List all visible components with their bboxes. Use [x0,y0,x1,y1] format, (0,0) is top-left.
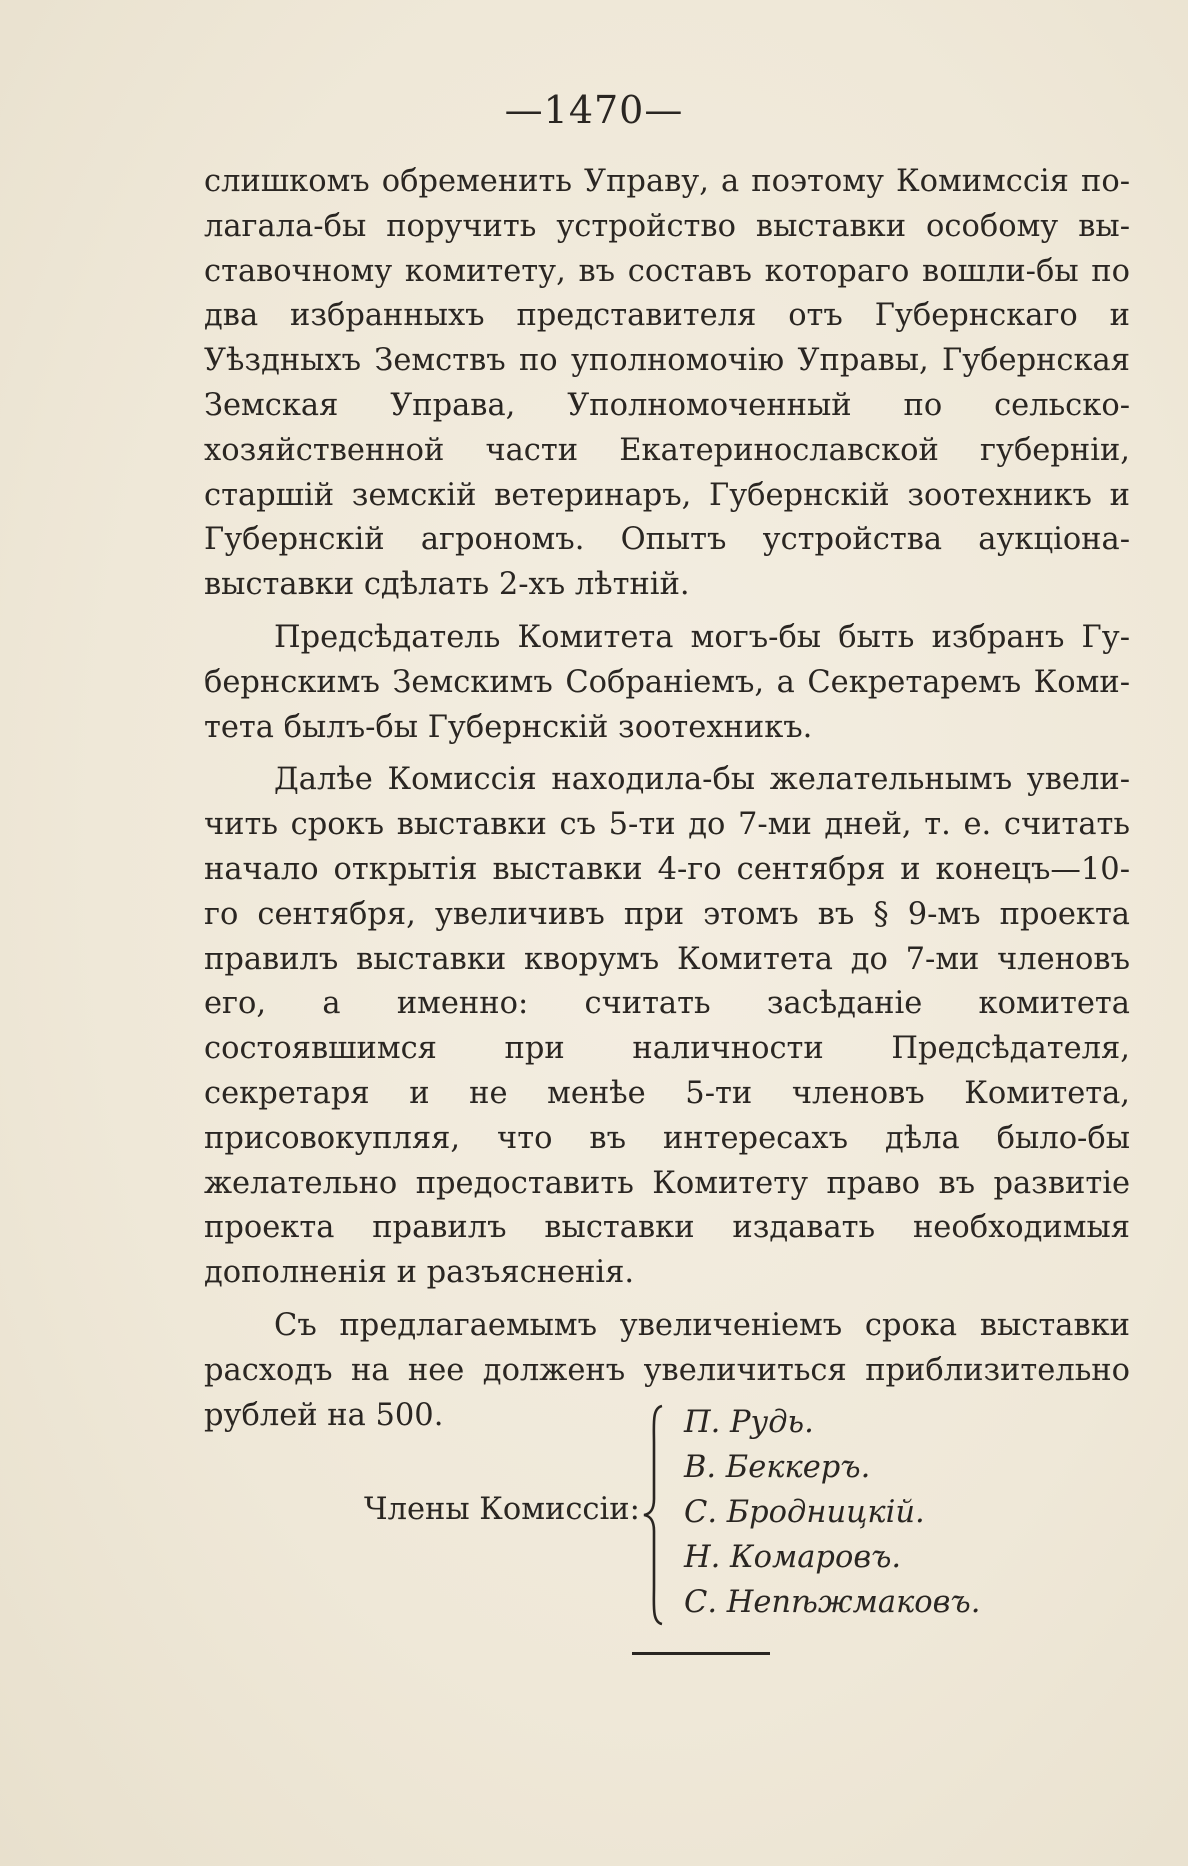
curly-brace-icon [642,1404,672,1626]
signature-member: Н. Комаровъ. [684,1540,902,1575]
signature-block [204,1400,1130,1630]
closing-divider [632,1652,770,1655]
signature-member: С. Бродницкій. [684,1495,925,1530]
paragraph-1: слишкомъ обременить Управу, а поэтому Комимссія полагала-бы поручить устройство выставки особому выставочному комитету, въ составъ котораго вошли-бы по два избранныхъ представителя отъ Губернскаго и Уѣздныхъ Земствъ по уполномочію Управы, Губернская Земская Управа, Уполномоченный по сельско-хозяйственной части Екатеринославской губерніи, старшій земскій ветеринаръ, Губернскій зоотехникъ и Губернскій агрономъ. Опытъ устройства аукціона-выставки сдѣлать 2-хъ лѣтній. [204,164,1130,603]
page-number: —1470— [504,88,684,132]
body-text [204,160,1130,1438]
paragraph-4: Съ предлагаемымъ увеличеніемъ срока выставки расходъ на нее долженъ увеличиться приблизительно рублей на 500. [204,1307,1130,1433]
paragraph-3: Далѣе Комиссія находила-бы желательнымъ увеличить срокъ выставки съ 5-ти до 7-ми дней, т. е. считать начало открытія выставки 4-го сентября и конецъ—10-го сентября, увеличивъ при этомъ въ § 9-мъ проекта правилъ выставки кворумъ Комитета до 7-ми членовъ его, а именно: считать засѣданіе комитета состоявшимся при наличности Предсѣдателя, секретаря и не менѣе 5-ти членовъ Комитета, присовокупляя, что въ интересахъ дѣла было-бы желательно предоставить Комитету право въ развитіе проекта правилъ выставки издавать необходимыя дополненія и разъясненія. [204,762,1130,1291]
signature-label: Члены Комиссіи: [364,1492,640,1527]
signature-member: С. Непѣжмаковъ. [684,1585,981,1620]
signature-list [684,1400,980,1625]
signature-member: П. Рудь. [684,1405,814,1440]
signature-member: В. Беккеръ. [684,1450,871,1485]
paragraph-2: Предсѣдатель Комитета могъ-бы быть избранъ Губернскимъ Земскимъ Собраніемъ, а Секретаремъ Комитета былъ-бы Губернскій зоотехникъ. [204,619,1130,745]
